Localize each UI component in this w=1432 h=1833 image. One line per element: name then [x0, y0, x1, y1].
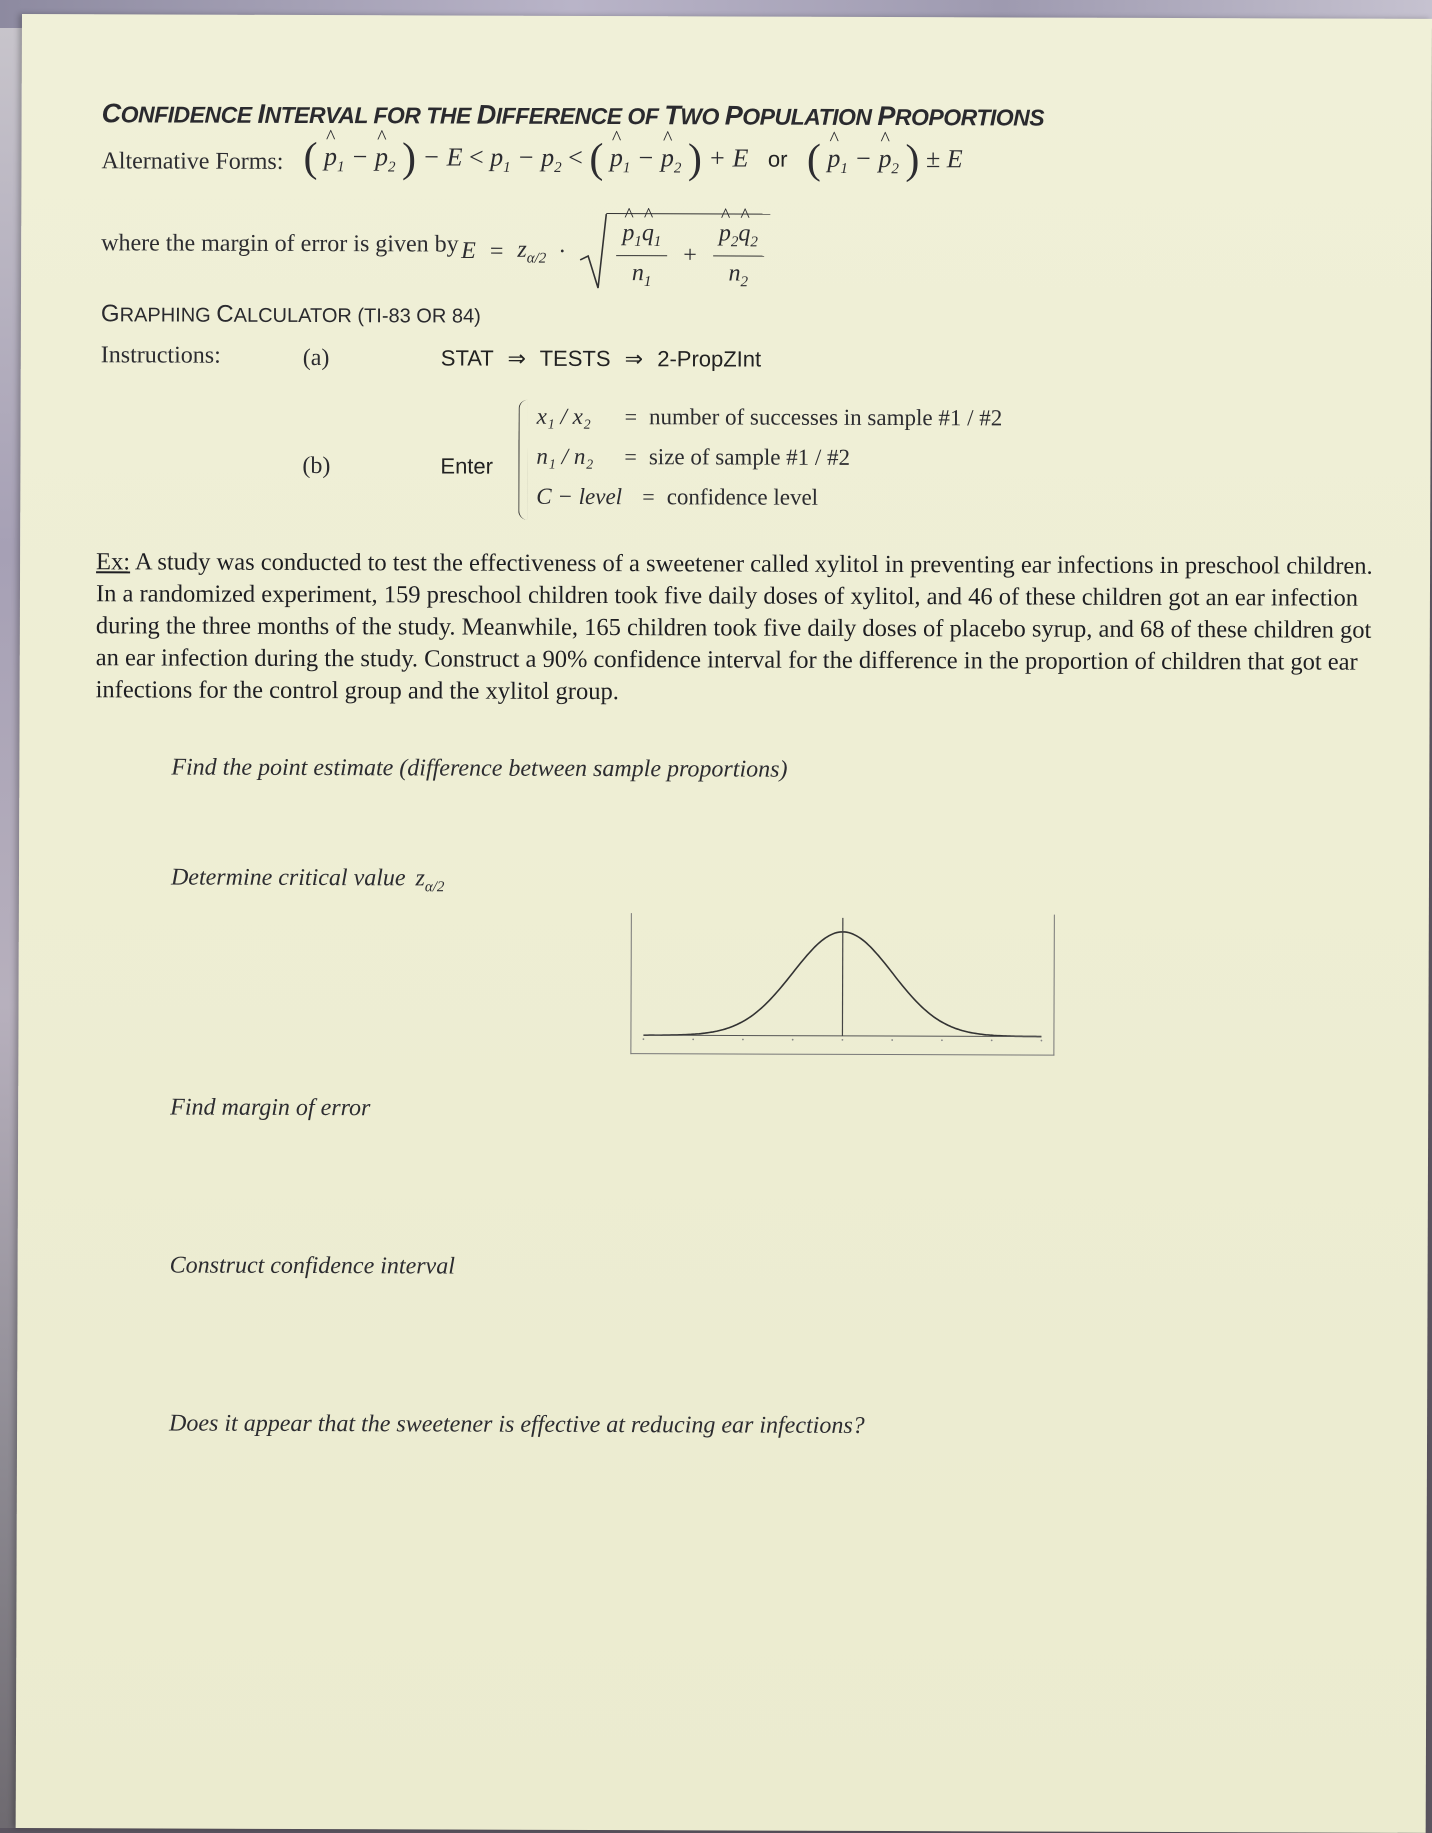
normal-curve-graph: [630, 913, 1054, 1055]
worksheet-page: [16, 14, 1432, 1833]
critical-value-prompt: Determine critical value $z_{\alpha/2}$: [171, 865, 445, 897]
point-estimate-prompt: Find the point estimate (difference between sample proportions): [171, 755, 787, 784]
axis-tick: [692, 1038, 694, 1040]
axis-tick: [742, 1039, 744, 1041]
enter-label: Enter: [440, 453, 493, 479]
square-root-icon: [578, 212, 608, 292]
or-word: or: [768, 147, 788, 172]
axis-tick: [1041, 1040, 1043, 1042]
margin-error-prompt: Find margin of error: [170, 1095, 370, 1123]
effectiveness-question: Does it appear that the sweetener is effective at reducing ear infections?: [169, 1411, 865, 1440]
step-a-label: (a): [303, 345, 330, 372]
step-a-keys: [441, 345, 761, 372]
instructions-label: Instructions:: [101, 342, 221, 369]
tests-key: TESTS: [540, 346, 611, 371]
axis-tick: [941, 1039, 943, 1041]
entry-row: C − level = confidence level: [536, 484, 1002, 526]
example-text: A study was conducted to test the effectiveness of a sweetener called xylitol in preventing ear infections in preschool children. In a randomized experiment, 159 preschool children took five daily doses of xylitol, and 46 of these children got an ear infection during the three months of the study. Meanwhile, 165 children took five daily doses of placebo syrup, and 68 of these children got an ear infection during the study. Construct a 90% confidence interval for the difference in the proportion of children that got ear infections for the control group and the xylitol group.: [96, 548, 1373, 705]
page-title: CONFIDENCE INTERVAL FOR THE DIFFERENCE OF TWO POPULATION PROPORTIONS: [102, 98, 1045, 132]
calculator-heading: GRAPHING CALCULATOR (TI-83 OR 84): [101, 300, 481, 329]
propzint-key: 2-PropZInt: [657, 346, 761, 371]
alternative-forms-label: Alternative Forms:: [101, 148, 283, 176]
brace-icon: [518, 400, 527, 520]
axis-tick: [643, 1038, 645, 1040]
entry-row: n₁ / n₂ = size of sample #1 / #2: [536, 444, 1002, 486]
axis-tick: [991, 1039, 993, 1041]
confidence-interval-prompt: Construct confidence interval: [170, 1253, 455, 1281]
axis-tick: [891, 1039, 893, 1041]
entry-row: x₁ / x₂ = number of successes in sample #1 / #2: [537, 404, 1003, 446]
normal-curve: [631, 913, 1053, 1054]
alternative-forms-formula: ( ^ $p_1$ − ^ $p_2$ ) − $E < p_1 - p_2$ < ( ^ $p_1$ − ^ $p_2$ ) + E or ( ^ $p_1$ − ^ $p_2$ ) ± E: [303, 137, 962, 181]
margin-error-text: where the margin of error is given by: [101, 230, 459, 258]
example-label: Ex:: [96, 548, 130, 575]
axis-tick: [792, 1039, 794, 1041]
step-b-label: (b): [302, 453, 330, 480]
margin-error-formula: $E = z_{\alpha/2}$ · ^ $\frac{p_1\^{} q_1}{n_1}$ + ^ $\frac{p_2\^{} q_2}{n_2}$: [461, 212, 770, 293]
axis-tick: [842, 1039, 844, 1041]
arrow-icon: ⇒: [507, 346, 526, 371]
stat-key: STAT: [441, 345, 494, 370]
arrow-icon: ⇒: [625, 346, 644, 371]
example-paragraph: [96, 546, 1387, 711]
entries-list: [536, 404, 1002, 526]
